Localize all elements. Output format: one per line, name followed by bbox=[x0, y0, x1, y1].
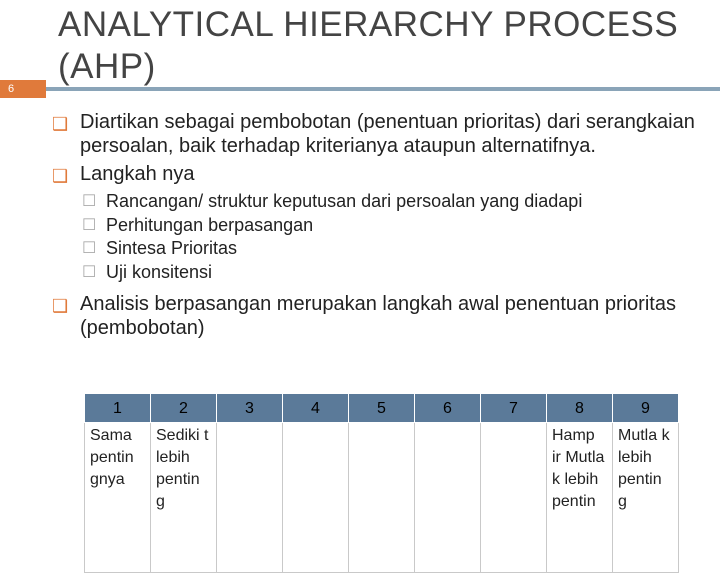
table-cell bbox=[217, 423, 283, 573]
table-header-cell: 7 bbox=[481, 394, 547, 423]
sub-bullet-item bbox=[52, 190, 712, 214]
sub-bullet-text: Rancangan/ struktur keputusan dari persoalan yang diadapi bbox=[106, 191, 583, 211]
table-header-cell: 6 bbox=[415, 394, 481, 423]
table-header-cell: 3 bbox=[217, 394, 283, 423]
table-header-cell: 1 bbox=[85, 394, 151, 423]
bullet-item bbox=[52, 110, 712, 158]
table-header-row bbox=[85, 394, 679, 423]
table-cell bbox=[349, 423, 415, 573]
table-cell bbox=[283, 423, 349, 573]
bullet-text: Langkah nya bbox=[80, 163, 195, 185]
bullet-item bbox=[52, 162, 712, 186]
checkbox-bullet-icon: ☐ bbox=[82, 216, 97, 234]
square-bullet-icon: ❑ bbox=[52, 296, 69, 316]
square-bullet-icon: ❑ bbox=[52, 166, 69, 186]
square-bullet-icon: ❑ bbox=[52, 114, 69, 134]
table-cell bbox=[481, 423, 547, 573]
table-header-cell: 5 bbox=[349, 394, 415, 423]
checkbox-bullet-icon: ☐ bbox=[82, 193, 97, 210]
sub-bullet-text: Sintesa Prioritas bbox=[106, 238, 238, 258]
bullet-text: Diartikan sebagai pembobotan (penentuan prioritas) dari serangkaian persoalan, baik terhadap kriterianya ataupun alternatifnya. bbox=[80, 111, 695, 157]
table-header-cell: 4 bbox=[283, 394, 349, 423]
slide-number: 6 bbox=[8, 83, 15, 95]
table-cell bbox=[415, 423, 481, 573]
table-cell: Sama pentin gnya bbox=[85, 423, 151, 573]
table-header-cell: 2 bbox=[151, 394, 217, 423]
sub-bullet-item bbox=[52, 237, 712, 261]
slide-title: ANALYTICAL HIERARCHY PROCESS (AHP) bbox=[58, 5, 679, 86]
sub-bullet-item bbox=[52, 214, 712, 238]
bullet-item bbox=[52, 292, 712, 340]
table-header-cell: 9 bbox=[613, 394, 679, 423]
table-cell: Sediki t lebih pentin g bbox=[151, 423, 217, 573]
title-divider bbox=[46, 87, 720, 91]
checkbox-bullet-icon: ☐ bbox=[82, 263, 97, 281]
bullet-list bbox=[52, 110, 712, 340]
importance-scale-table bbox=[84, 393, 679, 573]
checkbox-bullet-icon: ☐ bbox=[82, 240, 97, 257]
table-cell: Hamp ir Mutla k lebih pentin bbox=[547, 423, 613, 573]
table-cell: Mutla k lebih pentin g bbox=[613, 423, 679, 573]
bullet-text: Analisis berpasangan merupakan langkah awal penentuan prioritas (pembobotan) bbox=[80, 293, 676, 339]
sub-bullet-text: Uji konsitensi bbox=[106, 261, 213, 282]
table-header-cell: 8 bbox=[547, 394, 613, 423]
sub-bullet-item bbox=[52, 261, 712, 285]
table-row bbox=[85, 423, 679, 573]
sub-bullet-text: Perhitungan berpasangan bbox=[106, 214, 314, 235]
